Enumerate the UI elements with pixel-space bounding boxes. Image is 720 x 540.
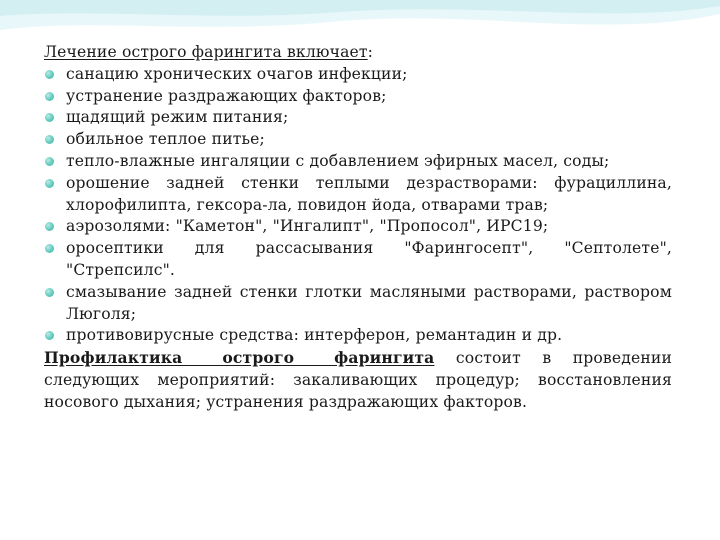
list-item	[44, 238, 672, 282]
bullet-icon	[45, 179, 54, 188]
bullet-icon	[45, 135, 54, 144]
list-item	[44, 216, 672, 238]
list-item-text: орошение задней стенки теплыми дезрастворами: фурациллина, хлорофилипта, гексора-ла, повидон йода, отварами трав;	[66, 173, 672, 214]
list-item-text: аэрозолями: "Каметон", "Ингалипт", "Пропосол", ИРС19;	[66, 217, 549, 236]
list-item-text: тепло-влажные ингаляции с добавлением эфирных масел, соды;	[66, 151, 610, 170]
bullet-icon	[45, 157, 54, 166]
list-item-text: устранение раздражающих факторов;	[66, 86, 387, 105]
bullet-icon	[45, 288, 54, 297]
list-item-text: санацию хронических очагов инфекции;	[66, 64, 408, 83]
treatment-heading-colon: :	[367, 43, 374, 61]
list-item	[44, 129, 672, 151]
list-item-text: щадящий режим питания;	[66, 108, 289, 127]
bullet-icon	[45, 113, 54, 122]
bullet-icon	[45, 70, 54, 79]
prevention-paragraph	[44, 347, 672, 413]
bullet-icon	[45, 92, 54, 101]
list-item	[44, 173, 672, 217]
bullet-icon	[45, 331, 54, 340]
list-item	[44, 282, 672, 326]
treatment-list	[44, 64, 672, 347]
list-item	[44, 64, 672, 86]
treatment-heading	[44, 42, 672, 64]
prevention-text: состоит в проведении следующих мероприятий: закаливающих процедур; восстановления носового дыхания; устранения раздражающих факторов.	[44, 349, 672, 411]
bullet-icon	[45, 244, 54, 253]
bullet-icon	[45, 222, 54, 231]
prevention-title: Профилактика острого фарингита	[44, 348, 435, 368]
list-item	[44, 86, 672, 108]
list-item-text: оросептики для рассасывания "Фарингосепт", "Септолете", "Стрепсилс".	[66, 239, 672, 279]
list-item-text: обильное теплое питье;	[66, 130, 265, 149]
list-item-text: смазывание задней стенки глотки масляными растворами, раствором Люголя;	[66, 282, 672, 323]
list-item	[44, 325, 672, 347]
list-item	[44, 107, 672, 129]
slide-content	[44, 42, 672, 414]
list-item-text: противовирусные средства: интерферон, ремантадин и др.	[66, 326, 563, 345]
treatment-heading-text: Лечение острого фарингита включает	[44, 43, 368, 61]
list-item	[44, 151, 672, 173]
